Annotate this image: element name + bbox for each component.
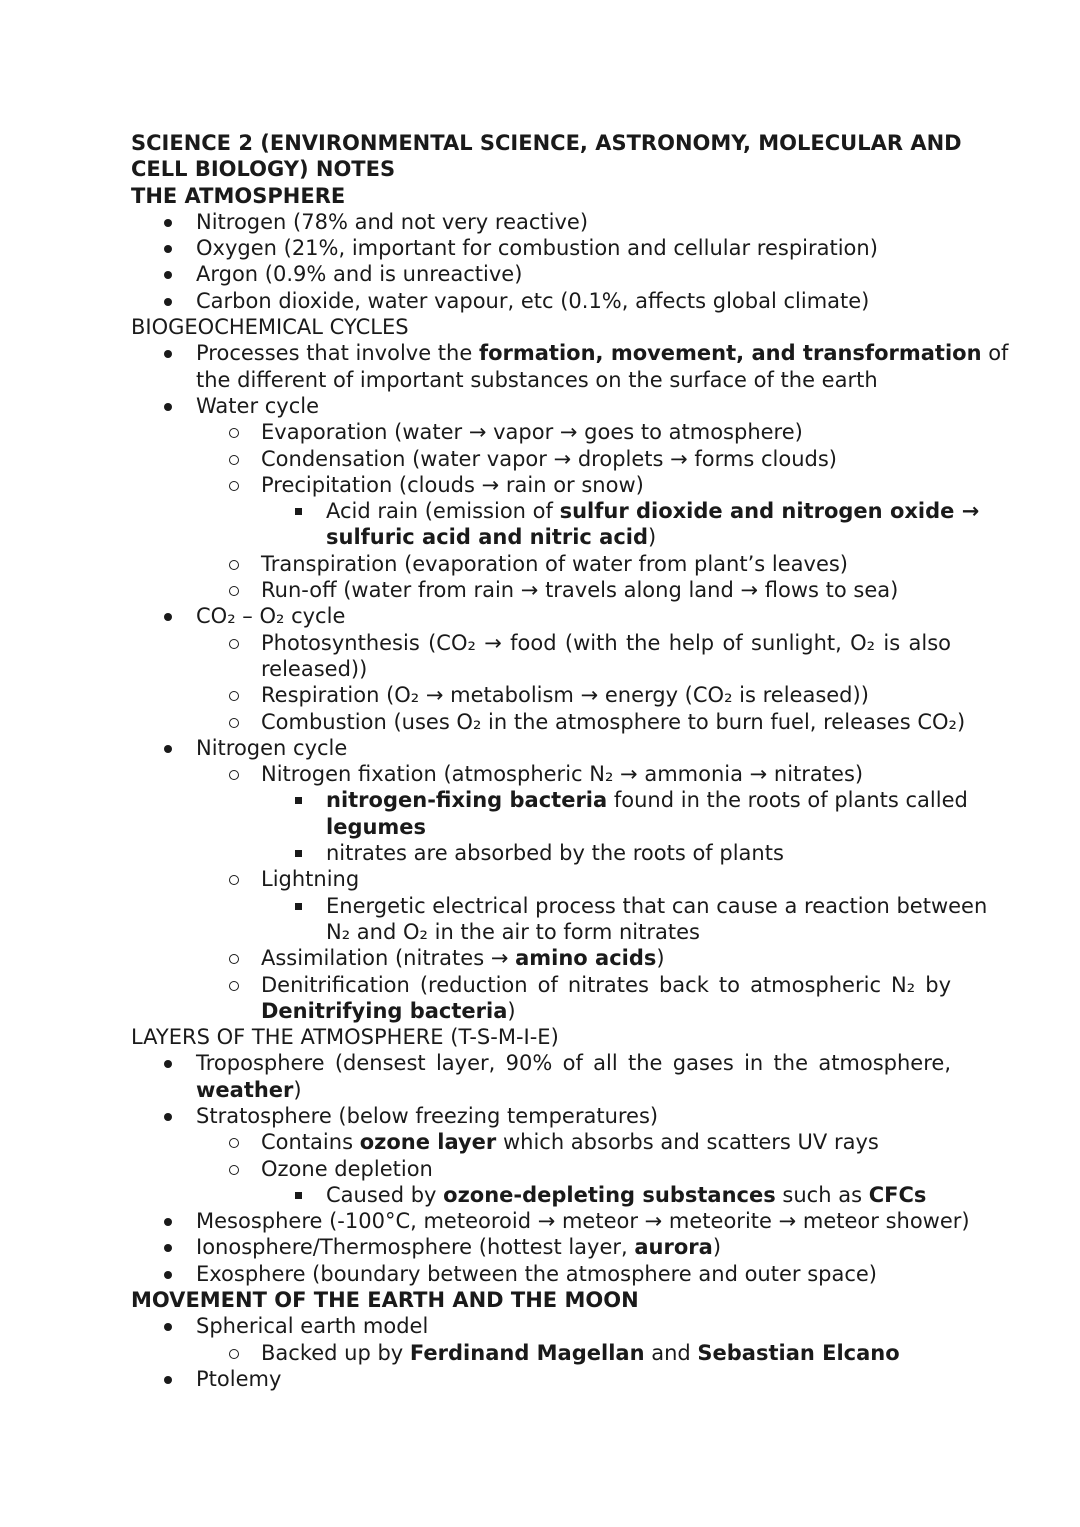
circle-bullet-icon <box>229 691 239 701</box>
list-item: Denitrification (reduction of nitrates back to atmospheric N₂ by <box>131 972 951 998</box>
circle-bullet-icon <box>229 875 239 885</box>
notes-page <box>131 130 1009 1392</box>
list-item: Mesosphere (-100°C, meteoroid → meteor → meteorite → meteor shower) <box>131 1208 951 1234</box>
bullet-icon <box>164 219 172 227</box>
list-item: Lightning <box>131 866 951 892</box>
list-item-cont: N₂ and O₂ in the air to form nitrates <box>326 919 700 944</box>
list-item: Evaporation (water → vapor → goes to atmosphere) <box>131 419 951 445</box>
heading-layers: LAYERS OF THE ATMOSPHERE (T-S-M-I-E) <box>131 1025 559 1050</box>
square-bullet-icon <box>295 1192 302 1199</box>
circle-bullet-icon <box>229 481 239 491</box>
list-item: Processes that involve the formation, movement, and transformation of <box>131 340 951 366</box>
circle-bullet-icon <box>229 718 239 728</box>
heading-movement: MOVEMENT OF THE EARTH AND THE MOON <box>131 1288 639 1313</box>
list-item: Run-off (water from rain → travels along land → flows to sea) <box>131 577 951 603</box>
list-item: Energetic electrical process that can cause a reaction between <box>131 893 951 919</box>
circle-bullet-icon <box>229 770 239 780</box>
bullet-icon <box>164 1113 172 1121</box>
bullet-icon <box>164 1323 172 1331</box>
list-item: Acid rain (emission of sulfur dioxide and nitrogen oxide → <box>131 498 951 524</box>
list-item: Nitrogen cycle <box>131 735 951 761</box>
list-item: Precipitation (clouds → rain or snow) <box>131 472 951 498</box>
list-item: Transpiration (evaporation of water from plant’s leaves) <box>131 551 951 577</box>
bullet-icon <box>164 613 172 621</box>
bullet-icon <box>164 298 172 306</box>
list-item-cont: weather) <box>196 1077 302 1102</box>
list-item: Ionosphere/Thermosphere (hottest layer, aurora) <box>131 1234 951 1260</box>
list-item: Combustion (uses O₂ in the atmosphere to burn fuel, releases CO₂) <box>131 709 951 735</box>
list-item: Troposphere (densest layer, 90% of all the gases in the atmosphere, <box>131 1050 951 1076</box>
list-item: Photosynthesis (CO₂ → food (with the help of sunlight, O₂ is also <box>131 630 951 656</box>
list-item: CO₂ – O₂ cycle <box>131 603 951 629</box>
list-item: Assimilation (nitrates → amino acids) <box>131 945 951 971</box>
bullet-icon <box>164 1244 172 1252</box>
list-item-cont: the different of important substances on the surface of the earth <box>196 367 878 392</box>
circle-bullet-icon <box>229 455 239 465</box>
list-item: Stratosphere (below freezing temperatures) <box>131 1103 951 1129</box>
circle-bullet-icon <box>229 954 239 964</box>
circle-bullet-icon <box>229 586 239 596</box>
heading-atmosphere: THE ATMOSPHERE <box>131 183 346 208</box>
list-item: Carbon dioxide, water vapour, etc (0.1%, affects global climate) <box>131 288 951 314</box>
list-item-cont: sulfuric acid and nitric acid) <box>326 525 657 550</box>
circle-bullet-icon <box>229 1165 239 1175</box>
square-bullet-icon <box>295 797 302 804</box>
bullet-icon <box>164 1271 172 1279</box>
list-item: Condensation (water vapor → droplets → forms clouds) <box>131 446 951 472</box>
list-item: Water cycle <box>131 393 951 419</box>
square-bullet-icon <box>295 903 302 910</box>
list-item: Contains ozone layer which absorbs and scatters UV rays <box>131 1129 951 1155</box>
bullet-icon <box>164 1376 172 1384</box>
list-item: Argon (0.9% and is unreactive) <box>131 261 951 287</box>
list-item: nitrogen-fixing bacteria found in the roots of plants called <box>131 787 951 813</box>
heading-biogeochemical: BIOGEOCHEMICAL CYCLES <box>131 315 409 340</box>
square-bullet-icon <box>295 508 302 515</box>
document-title: SCIENCE 2 (ENVIRONMENTAL SCIENCE, ASTRONOMY, MOLECULAR AND <box>131 131 962 155</box>
circle-bullet-icon <box>229 1138 239 1148</box>
list-item: Nitrogen (78% and not very reactive) <box>131 209 951 235</box>
bullet-icon <box>164 350 172 358</box>
list-item-cont: released)) <box>261 656 368 681</box>
list-item: Ptolemy <box>131 1366 951 1392</box>
list-item: Spherical earth model <box>131 1313 951 1339</box>
list-item: Ozone depletion <box>131 1156 951 1182</box>
list-item: Nitrogen fixation (atmospheric N₂ → ammonia → nitrates) <box>131 761 951 787</box>
list-item: Backed up by Ferdinand Magellan and Sebastian Elcano <box>131 1340 951 1366</box>
list-item: Caused by ozone-depleting substances such as CFCs <box>131 1182 951 1208</box>
square-bullet-icon <box>295 850 302 857</box>
document-title-cont: CELL BIOLOGY) NOTES <box>131 157 396 182</box>
circle-bullet-icon <box>229 428 239 438</box>
circle-bullet-icon <box>229 981 239 991</box>
circle-bullet-icon <box>229 639 239 649</box>
bullet-icon <box>164 271 172 279</box>
circle-bullet-icon <box>229 1349 239 1359</box>
bullet-icon <box>164 1218 172 1226</box>
list-item: Respiration (O₂ → metabolism → energy (CO₂ is released)) <box>131 682 951 708</box>
list-item-cont: legumes <box>326 814 427 839</box>
bullet-icon <box>164 745 172 753</box>
list-item: Exosphere (boundary between the atmosphere and outer space) <box>131 1261 951 1287</box>
list-item-cont: Denitrifying bacteria) <box>261 998 516 1023</box>
bullet-icon <box>164 245 172 253</box>
list-item: Oxygen (21%, important for combustion and cellular respiration) <box>131 235 951 261</box>
bullet-icon <box>164 403 172 411</box>
circle-bullet-icon <box>229 560 239 570</box>
list-item: nitrates are absorbed by the roots of plants <box>131 840 951 866</box>
bullet-icon <box>164 1060 172 1068</box>
